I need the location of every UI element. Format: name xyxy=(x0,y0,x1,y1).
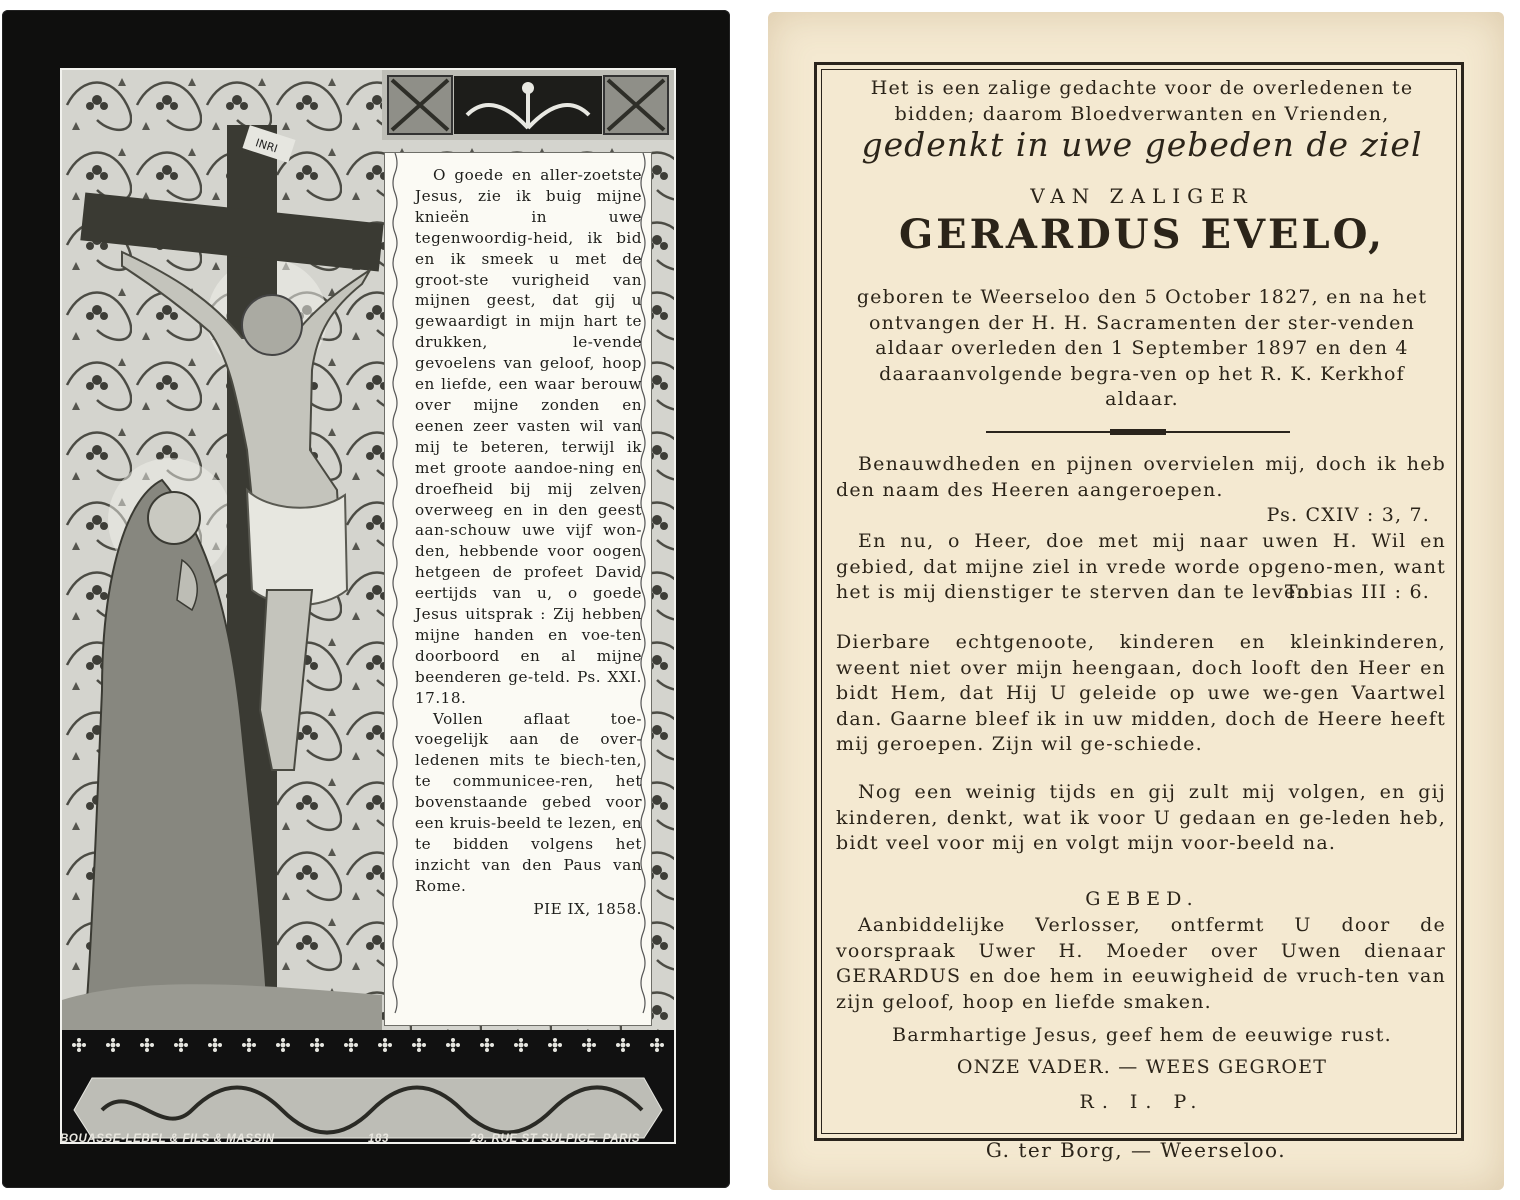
gebed-title: GEBED. xyxy=(1085,888,1199,910)
verse-1-ref: Ps. CXIV : 3, 7. xyxy=(1266,504,1430,526)
deceased-name: GERARDUS EVELO, xyxy=(898,211,1386,258)
message-children: Nog een weinig tijds en gij zult mij volgen, en gij kinderen, denkt, wat ik voor U gedaan en ge-leden heb, bidt veel voor mij en volgt mijn voor-beeld na. xyxy=(836,781,1446,854)
verse-2 xyxy=(836,529,1446,606)
verse-2-text: En nu, o Heer, doe met mij naar uwen H. Wil en gebied, dat mijne ziel in vrede worde opgeno-men, want het is mij dienstiger te sterven dan te leven. xyxy=(836,530,1446,603)
imprint-number: 183 xyxy=(368,1133,389,1145)
barmhartige-line: Barmhartige Jesus, geef hem de eeuwige rust. xyxy=(892,1024,1392,1046)
onze-vader-line: ONZE VADER. — WEES GEGROET xyxy=(956,1056,1328,1078)
verse-1 xyxy=(836,452,1446,529)
memorial-card-front xyxy=(2,10,730,1188)
imprint-address: 29, RUE ST SULPICE, PARIS xyxy=(470,1133,641,1145)
intro-text: Het is een zalige gedachte voor de overledenen te bidden; daarom Bloedverwanten en Vrienden, xyxy=(870,77,1414,125)
prayer-main: O goede en aller-zoetste Jesus, zie ik buig mijne knieën in uwe tegenwoordig-heid, ik bid en ik smeek u met de groot-ste vurigheid van mijnen geest, dat gij u gewaardigt in mijn hart te drukken, le-vende gevoelens van geloof, hoop en liefde, een waar berouw over mijne zonden en eenen zeer vasten wil van mij te beteren, terwijl ik met groote aandoe-ning en droefheid bij mij zelven overweeg en in den geest aan-schouw uwe vijf won-den, hebbende voor oogen hetgeen de profeet David eertijds van u, o goede Jesus uitsprak : Zij hebben mijne handen en voe-ten doorboord en al mijne beenderen ge-teld. Ps. XXI. 17.18. xyxy=(415,166,642,707)
gebed-text: Aanbiddelijke Verlosser, ontfermt U door de voorspraak Uwer H. Moeder over Uwen dienaar GERARDUS en doe hem in eeuwigheid de vruch-ten van zijn geloof, hoop en liefde smaken. xyxy=(836,914,1446,1013)
van-zaliger: VAN ZALIGER xyxy=(1030,184,1254,208)
divider-center xyxy=(1110,429,1166,435)
crucifixion-illustration xyxy=(60,68,676,1144)
printer-line: G. ter Borg, — Weerseloo. xyxy=(985,1138,1287,1162)
rip-line: R. I. P. xyxy=(1079,1091,1205,1113)
prayer-text-panel xyxy=(384,152,652,1026)
script-line: gedenkt in uwe gebeden de ziel xyxy=(861,125,1423,164)
cross-inscription: INRI xyxy=(253,136,280,156)
imprint-publisher: BOUASSE-LEBEL & FILS & MASSIN xyxy=(60,1133,275,1145)
biography: geboren te Weerseloo den 5 October 1827, en na het ontvangen der H. H. Sacramenten der ster-venden aldaar overleden den 1 September 1897 en den 4 daaraanvolgende begra-ven op het R. K. Kerkhof aldaar. xyxy=(856,286,1428,410)
verse-1-text: Benauwdheden en pijnen overvielen mij, doch ik heb den naam des Heeren aangeroepen. xyxy=(836,453,1446,501)
message-family: Dierbare echtgenoote, kinderen en kleinkinderen, weent niet over mijn heengaan, doch looft den Heer en bidt Hem, dat Hij U geleide op uwe we-gen Vaartwel dan. Gaarne bleef ik in uw midden, doch de Heere heeft mij geroepen. Zijn wil ge-schiede. xyxy=(836,631,1446,755)
prayer-signature: PIE IX, 1858. xyxy=(533,899,642,918)
prayer-indulgence: Vollen aflaat toe-voegelijk aan de over-ledenen mits te biech-ten, te communiceе-ren, het bovenstaande gebed voor een kruis-beeld te lezen, en te bidden volgens het inzicht van den Paus van Rome. xyxy=(415,709,642,895)
prayer-text xyxy=(415,165,642,920)
verse-2-ref: Tobias III : 6. xyxy=(1284,581,1430,603)
wavy-border-left xyxy=(391,153,399,1025)
